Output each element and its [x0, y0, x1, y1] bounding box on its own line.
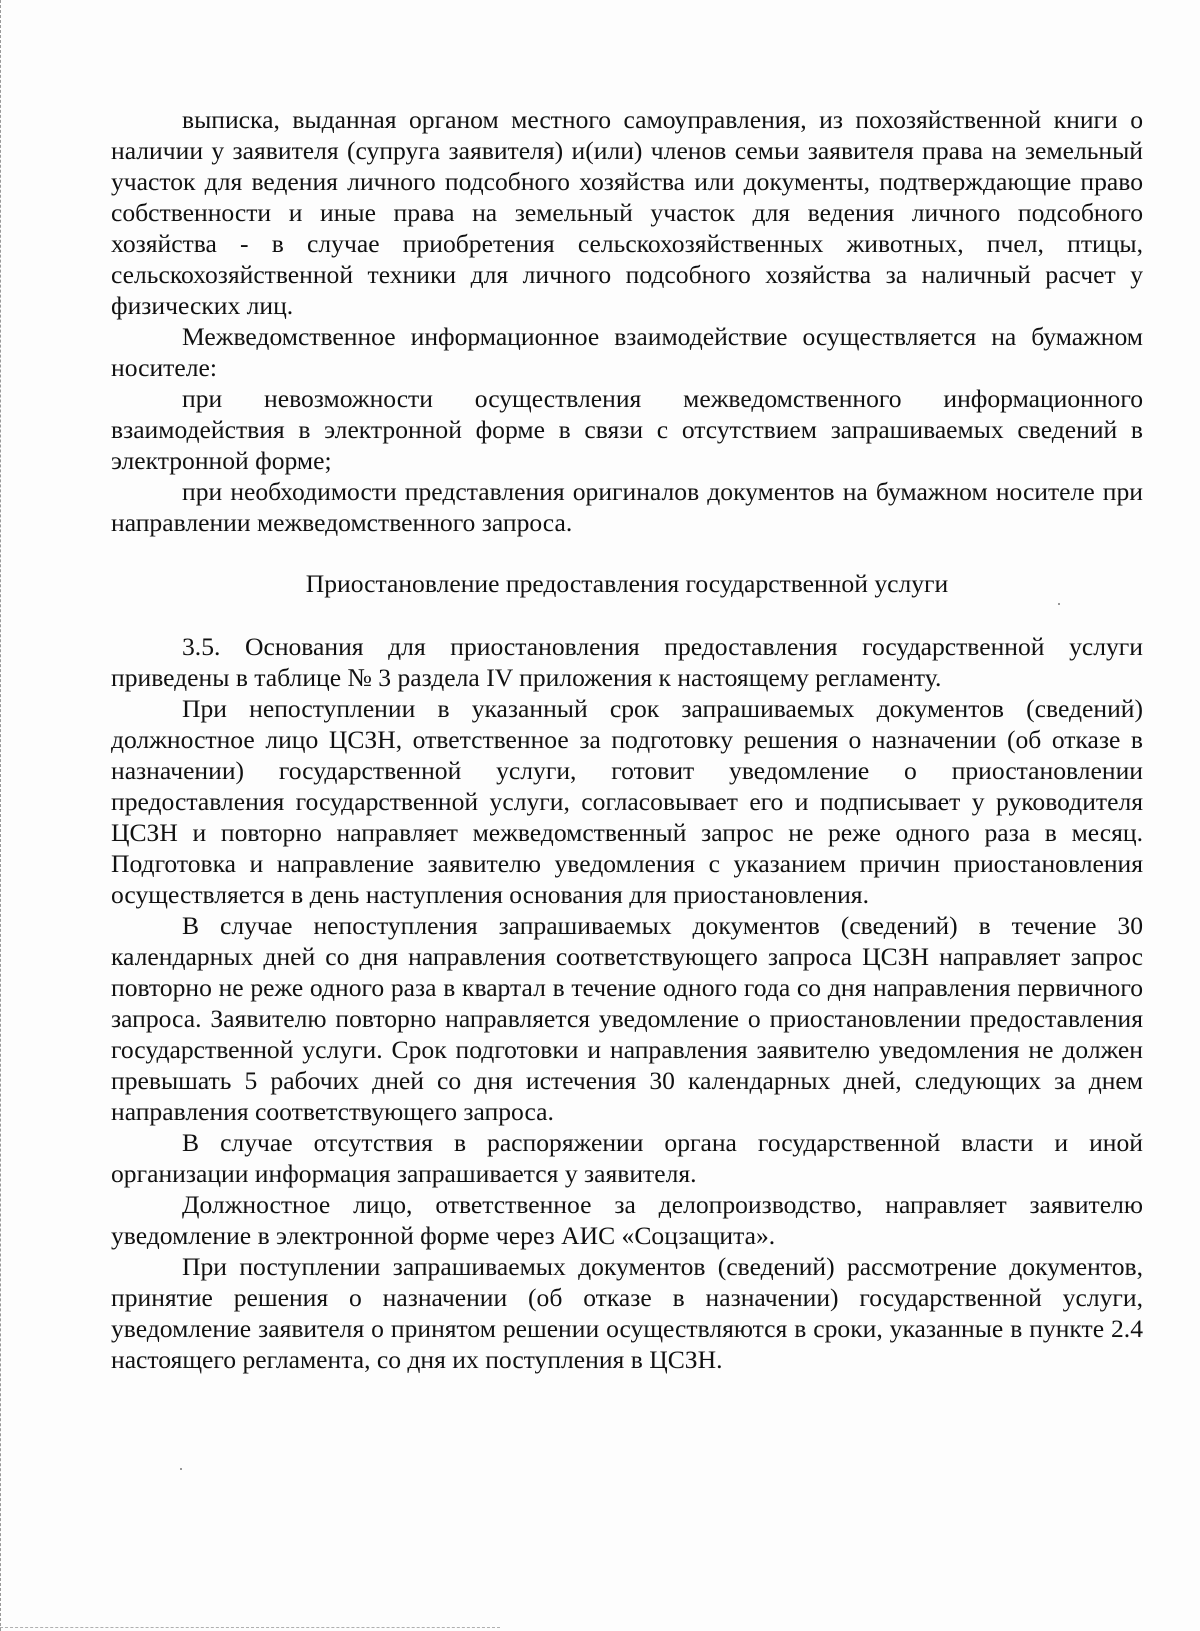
paragraph-absence: В случае отсутствия в распоряжении органа государственной власти и иной организации информация запрашивается у заявителя. [111, 1128, 1143, 1188]
paragraph-receipt: При поступлении запрашиваемых документов (сведений) рассмотрение документов, принятие решения о назначении (об отказе в назначении) государственной услуги, уведомление заявителя о принятом решении осуществляются в сроки, указанные в пункте 2.4 настоящего регламента, со дня их поступления в ЦСЗН. [111, 1252, 1143, 1374]
scan-bottom-edge [0, 1627, 500, 1628]
section-heading: Приостановление предоставления государственной услуги [305, 569, 949, 598]
scan-left-edge [0, 0, 4, 1631]
paragraph-official: Должностное лицо, ответственное за делопроизводство, направляет заявителю уведомление в электронной форме через АИС «Соцзащита». [111, 1190, 1143, 1250]
paragraph-30-days: В случае непоступления запрашиваемых документов (сведений) в течение 30 календарных дней со дня направления соответствующего запроса ЦСЗН направляет запрос повторно не реже одного раза в квартал в течение одного года со дня направления первичного запроса. Заявителю повторно направляется уведомление о приостановлении предоставления государственной услуги. Срок подготовки и направления заявителю уведомления не должен превышать 5 рабочих дней со дня истечения 30 календарных дней, следующих за днем направления соответствующего запроса. [111, 911, 1143, 1126]
paragraph-interagency: Межведомственное информационное взаимодействие осуществляется на бумажном носителе: [111, 322, 1143, 382]
document-body [111, 104, 1143, 1375]
paragraph-non-receipt: При непоступлении в указанный срок запрашиваемых документов (сведений) должностное лицо ЦСЗН, ответственное за подготовку решения о назначении (об отказе в назначении) государственной услуги, готовит уведомление о приостановлении предоставления государственной услуги, согласовывает его и подписывает у руководителя ЦСЗН и повторно направляет межведомственный запрос не реже одного раза в месяц. Подготовка и направление заявителю уведомления с указанием причин приостановления осуществляется в день наступления основания для приостановления. [111, 694, 1143, 909]
scan-speck [180, 1468, 182, 1470]
paragraph-impossibility: при невозможности осуществления межведомственного информационного взаимодействия в электронной форме в связи с отсутствием запрашиваемых сведений в электронной форме; [111, 384, 1143, 475]
paragraph-necessity: при необходимости представления оригиналов документов на бумажном носителе при направлении межведомственного запроса. [111, 477, 1143, 537]
paragraph-extract: выписка, выданная органом местного самоуправления, из похозяйственной книги о наличии у заявителя (супруга заявителя) и(или) членов семьи заявителя права на земельный участок для ведения личного подсобного хозяйства или документы, подтверждающие право собственности и иные права на земельный участок для ведения личного подсобного хозяйства - в случае приобретения сельскохозяйственных животных, пчел, птицы, сельскохозяйственной техники для личного подсобного хозяйства за наличный расчет у физических лиц. [111, 105, 1143, 320]
paragraph-3-5: 3.5. Основания для приостановления предоставления государственной услуги приведены в таблице № 3 раздела IV приложения к настоящему регламенту. [111, 632, 1143, 692]
